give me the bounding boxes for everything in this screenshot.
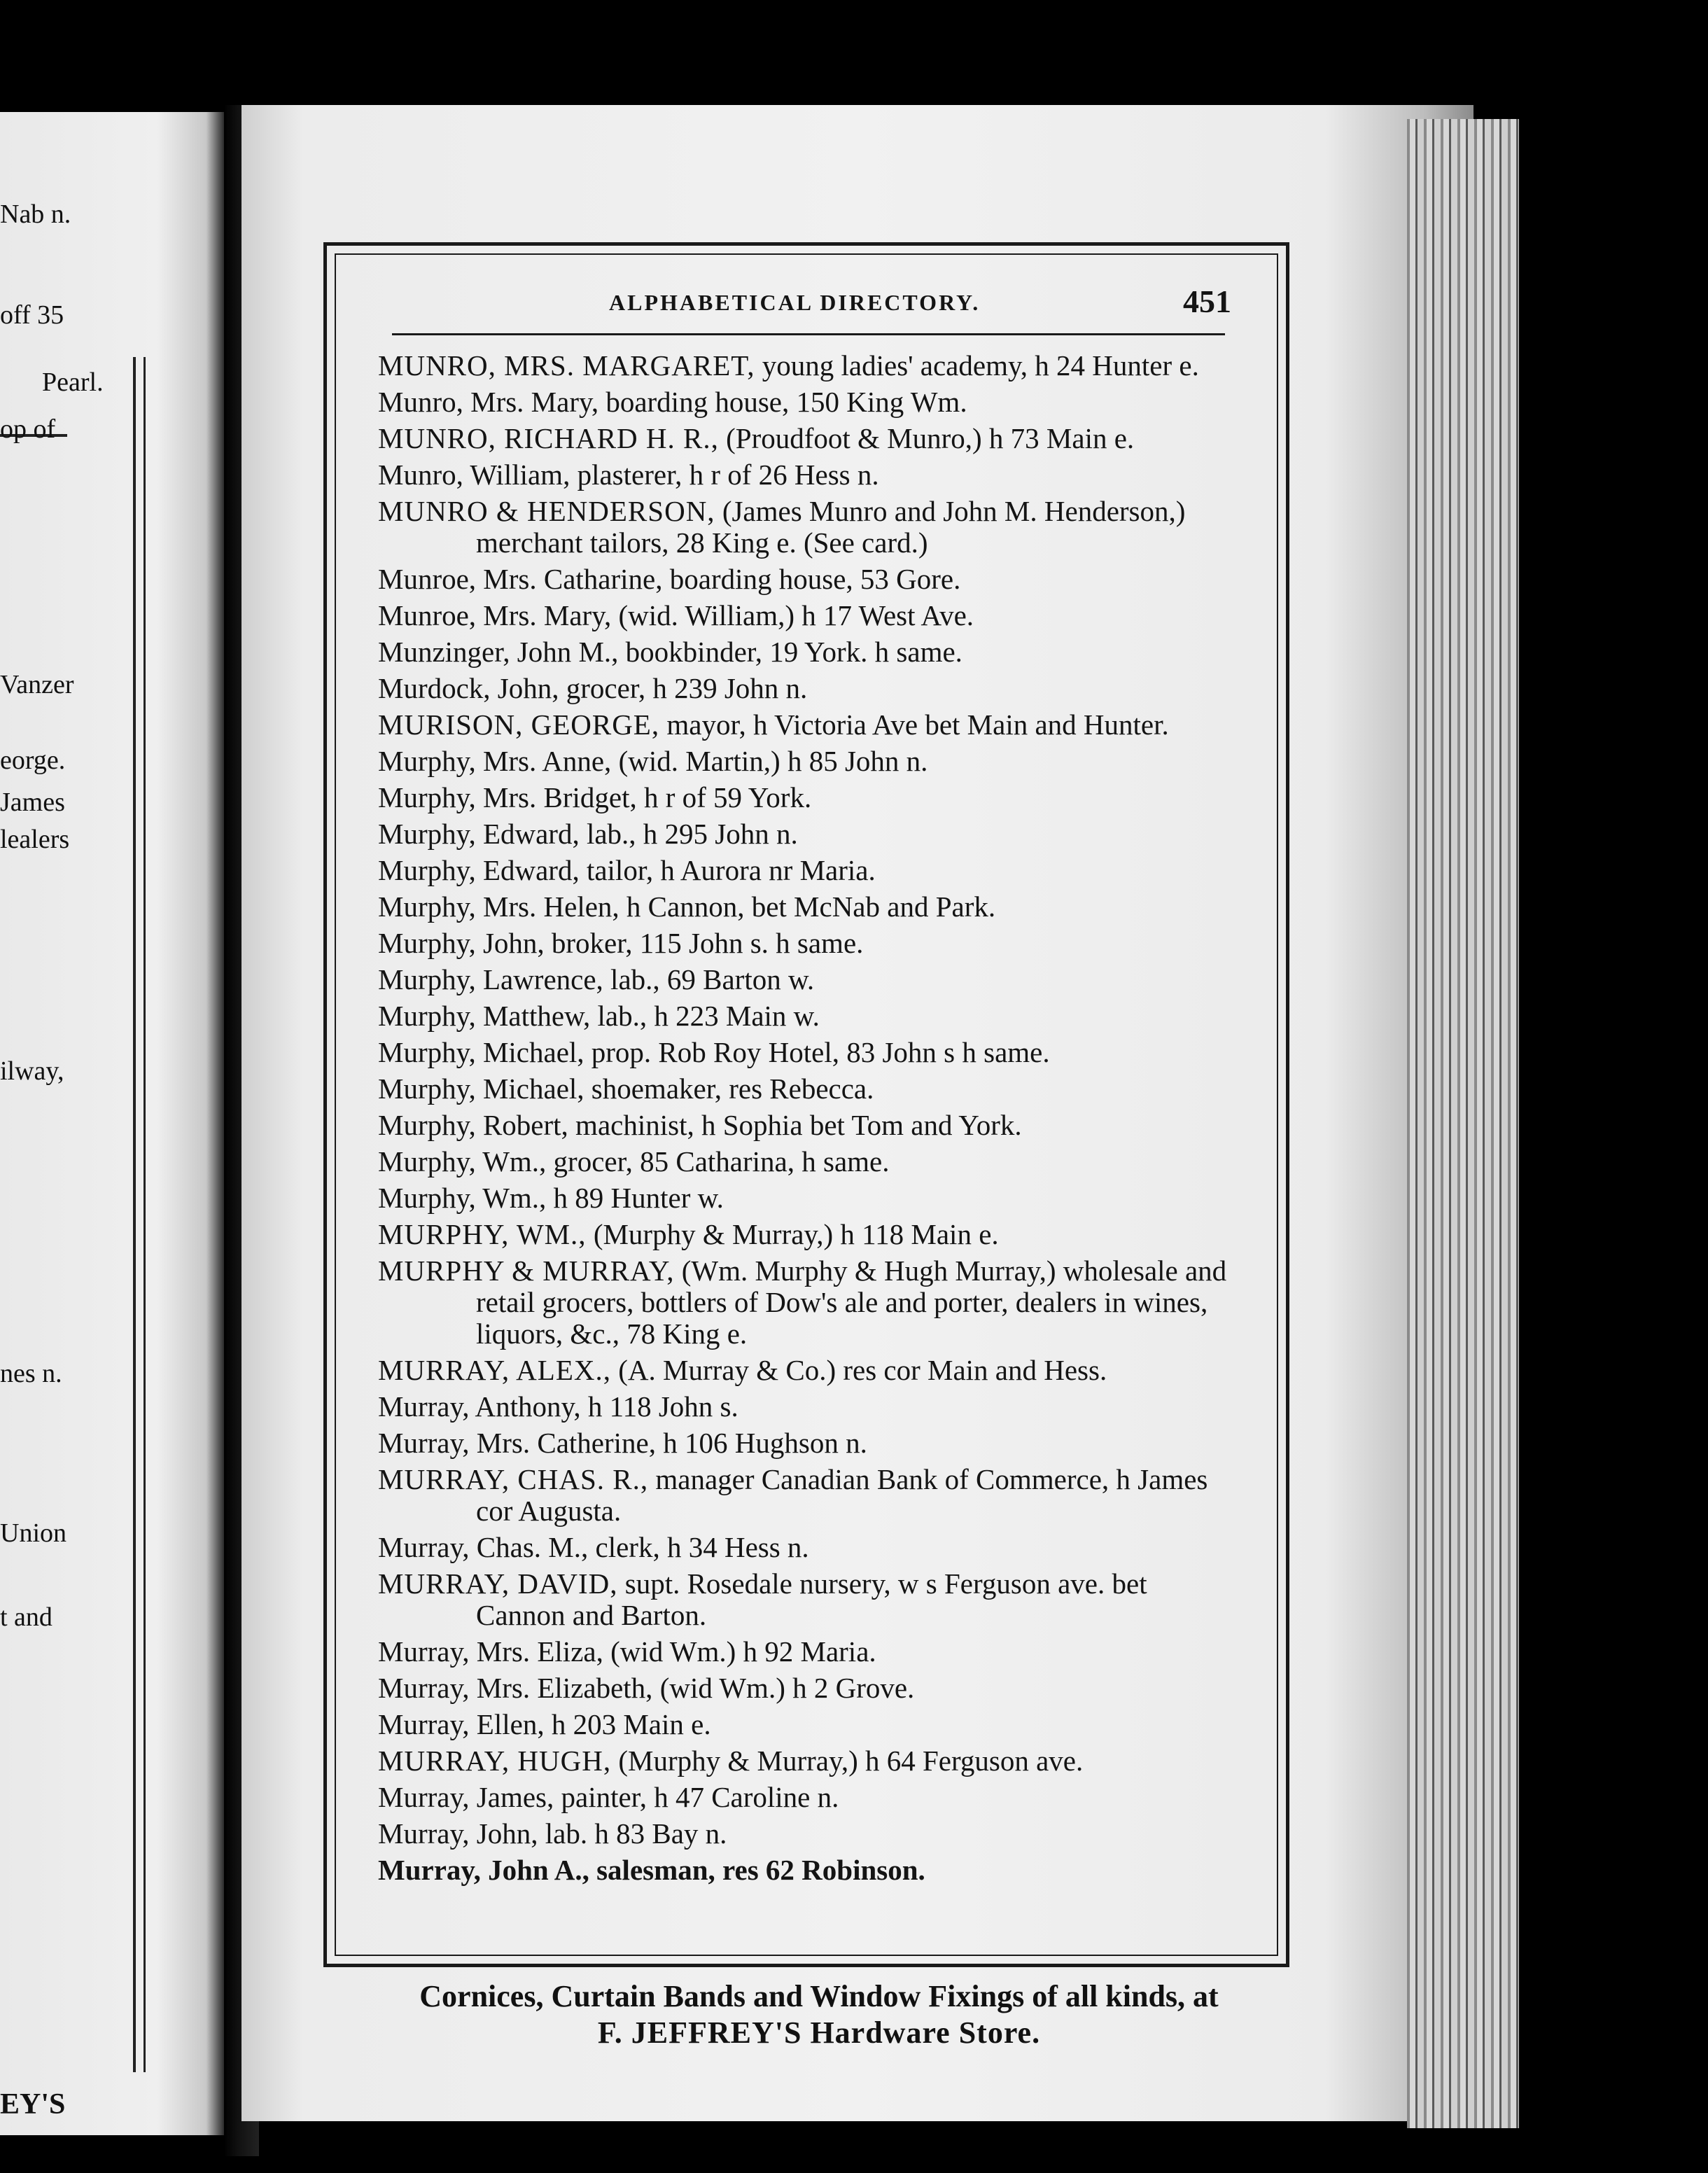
entry-name: MURISON, GEORGE, [378,708,660,741]
entry-name: Murray, Chas. M., [378,1531,589,1563]
directory-entry [378,1782,1239,1813]
entry-details: (wid. Martin,) h 85 John n. [618,745,928,777]
entry-name: Murray, James, [378,1781,554,1813]
entry-details: boarding house, 150 King Wm. [606,386,967,418]
directory-entries [378,350,1239,1891]
entry-details: h 203 Main e. [551,1708,711,1740]
directory-entry [378,1709,1239,1740]
entry-details: h 118 John s. [587,1390,738,1423]
left-page-bottom-fragment: EY'S [0,2088,66,2120]
directory-entry [378,964,1239,995]
entry-name: Murray, Mrs. Eliza, [378,1635,603,1668]
entry-name: Murphy, Wm., [378,1182,547,1214]
entry-details: lab., h 223 Main w. [597,1000,820,1032]
left-page-fragment: Nab n. [0,200,71,229]
directory-entry [378,1464,1239,1527]
entry-name: MURPHY, WM., [378,1218,587,1250]
left-page-fragment: Union [0,1518,66,1548]
entry-name: Murphy, Mrs. Bridget, [378,781,637,813]
entry-details: (Proudfoot & Munro,) h 73 Main e. [726,422,1135,454]
advertisement-footer [364,1978,1274,2051]
directory-entry [378,1146,1239,1178]
left-page-fragment: James [0,788,65,817]
directory-entry [378,1110,1239,1141]
entry-name: Murray, Mrs. Catherine, [378,1427,656,1459]
entry-name: MURRAY, HUGH, [378,1745,612,1777]
directory-entry [378,928,1239,959]
entry-name: Murdock, John, [378,672,559,704]
directory-entry [378,1672,1239,1704]
entry-name: Murphy, Mrs. Anne, [378,745,612,777]
entry-name: MURPHY & MURRAY, [378,1255,675,1287]
entry-name: Murphy, Wm., [378,1145,547,1178]
directory-entry [378,673,1239,704]
directory-entry [378,564,1239,595]
directory-entry [378,600,1239,631]
directory-entry [378,891,1239,923]
directory-entry [378,1427,1239,1459]
entry-name: MUNRO & HENDERSON, [378,495,715,527]
entry-details: clerk, h 34 Hess n. [595,1531,809,1563]
directory-entry [378,1568,1239,1631]
left-page-border-inner [144,357,146,2072]
entry-name: Murphy, Mrs. Helen, [378,890,620,923]
entry-details: mayor, h Victoria Ave bet Main and Hunter. [666,708,1169,741]
entry-name: Murray, Anthony, [378,1390,581,1423]
entry-name: MURRAY, CHAS. R., [378,1463,649,1495]
directory-entry [378,1745,1239,1777]
left-page-fragment: t and [0,1602,52,1632]
entry-name: Munroe, Mrs. Catharine, [378,563,663,595]
directory-entry [378,746,1239,777]
entry-name: Murray, Ellen, [378,1708,545,1740]
entry-name: Munro, Mrs. Mary, [378,386,599,418]
directory-entry [378,1219,1239,1250]
directory-entry [378,1636,1239,1668]
entry-details: lab. h 83 Bay n. [545,1817,727,1850]
entry-details: supt. Rosedale nursery, w s Ferguson ave. bet Cannon and Barton. [476,1567,1147,1631]
entry-name: MUNRO, RICHARD H. R., [378,422,719,454]
directory-entry [378,1037,1239,1068]
advertisement-line-2: F. JEFFREY'S Hardware Store. [597,2015,1041,2050]
page-number: 451 [1183,284,1231,319]
entry-details: machinist, h Sophia bet Tom and York. [575,1109,1022,1141]
left-page-fragment: op of [0,414,56,445]
directory-entry [378,1255,1239,1350]
entry-details: (Murphy & Murray,) h 118 Main e. [593,1218,999,1250]
directory-entry [378,386,1239,418]
entry-name: Munro, William, [378,459,570,491]
directory-entry [378,1000,1239,1032]
directory-entry [378,496,1239,559]
directory-entry [378,1854,1239,1886]
entry-name: Murphy, Edward, [378,854,580,886]
page-edges [1407,119,1519,2128]
directory-entry [378,818,1239,850]
entry-details: lab., h 295 John n. [586,818,798,850]
entry-details: (wid Wm.) h 2 Grove. [659,1672,915,1704]
entry-details: (wid. William,) h 17 West Ave. [618,599,974,631]
entry-name: Munzinger, John M., [378,636,619,668]
entry-details: (Wm. Murphy & Hugh Murray,) wholesale and retail grocers, bottlers of Dow's ale and porter, dealers in wines, liquors, &c., 78 King e. [476,1255,1227,1350]
left-facing-page [0,112,224,2135]
entry-name: MURRAY, DAVID, [378,1567,618,1600]
entry-name: MUNRO, MRS. MARGARET, [378,349,755,382]
directory-entry [378,709,1239,741]
entry-details: prop. Rob Roy Hotel, 83 John s h same. [591,1036,1050,1068]
left-page-border [133,357,136,2072]
header-rule [392,333,1225,335]
entry-details: (wid Wm.) h 92 Maria. [610,1635,876,1668]
directory-entry [378,423,1239,454]
left-page-fragment: off 35 [0,300,64,330]
directory-entry [378,1391,1239,1423]
entry-details: (Murphy & Murray,) h 64 Ferguson ave. [618,1745,1084,1777]
entry-details: boarding house, 53 Gore. [669,563,961,595]
entry-name: Murphy, Michael, [378,1036,584,1068]
entry-name: MURRAY, ALEX., [378,1354,611,1386]
entry-details: bookbinder, 19 York. h same. [625,636,962,668]
directory-entry [378,1073,1239,1105]
directory-entry [378,636,1239,668]
entry-details: plasterer, h r of 26 Hess n. [577,459,879,491]
directory-entry [378,1355,1239,1386]
entry-details: (James Munro and John M. Henderson,) merchant tailors, 28 King e. (See card.) [476,495,1186,559]
left-page-fragment: lealers [0,824,70,854]
entry-name: Murphy, Michael, [378,1072,584,1105]
entry-details: grocer, 85 Catharina, h same. [553,1145,890,1178]
directory-entry [378,350,1239,382]
entry-name: Murphy, John, [378,927,545,959]
directory-entry [378,1182,1239,1214]
entry-details: h r of 59 York. [644,781,812,813]
directory-entry [378,855,1239,886]
entry-details: tailor, h Aurora nr Maria. [586,854,876,886]
running-head: ALPHABETICAL DIRECTORY. [609,290,981,315]
entry-details: shoemaker, res Rebecca. [591,1072,874,1105]
left-page-fragment: Pearl. [42,368,104,397]
entry-details: h 89 Hunter w. [553,1182,724,1214]
entry-name: Murray, Mrs. Elizabeth, [378,1672,653,1704]
entry-name: Murphy, Robert, [378,1109,568,1141]
left-page-fragment: eorge. [0,746,66,775]
entry-name: Murray, John A., [378,1854,589,1886]
left-page-fragment: Vanzer [0,670,74,699]
entry-name: Murphy, Matthew, [378,1000,591,1032]
entry-details: grocer, h 239 John n. [566,672,808,704]
directory-entry [378,459,1239,491]
entry-details: young ladies' academy, h 24 Hunter e. [762,349,1199,382]
entry-details: manager Canadian Bank of Commerce, h James cor Augusta. [476,1463,1208,1527]
entry-details: h Cannon, bet McNab and Park. [626,890,996,923]
directory-entry [378,782,1239,813]
entry-name: Munroe, Mrs. Mary, [378,599,612,631]
entry-details: broker, 115 John s. h same. [551,927,864,959]
directory-entry [378,1818,1239,1850]
entry-details: painter, h 47 Caroline n. [561,1781,839,1813]
entry-name: Murphy, Lawrence, [378,963,603,995]
entry-details: salesman, res 62 Robinson. [596,1854,925,1886]
entry-details: h 106 Hughson n. [663,1427,867,1459]
advertisement-line-1: Cornices, Curtain Bands and Window Fixings of all kinds, at [419,1979,1219,2013]
entry-details: (A. Murray & Co.) res cor Main and Hess. [618,1354,1107,1386]
directory-entry [378,1532,1239,1563]
left-page-fragment: ilway, [0,1056,64,1086]
left-page-fragment: nes n. [0,1359,62,1388]
entry-name: Murphy, Edward, [378,818,580,850]
entry-name: Murray, John, [378,1817,538,1850]
entry-details: lab., 69 Barton w. [610,963,815,995]
